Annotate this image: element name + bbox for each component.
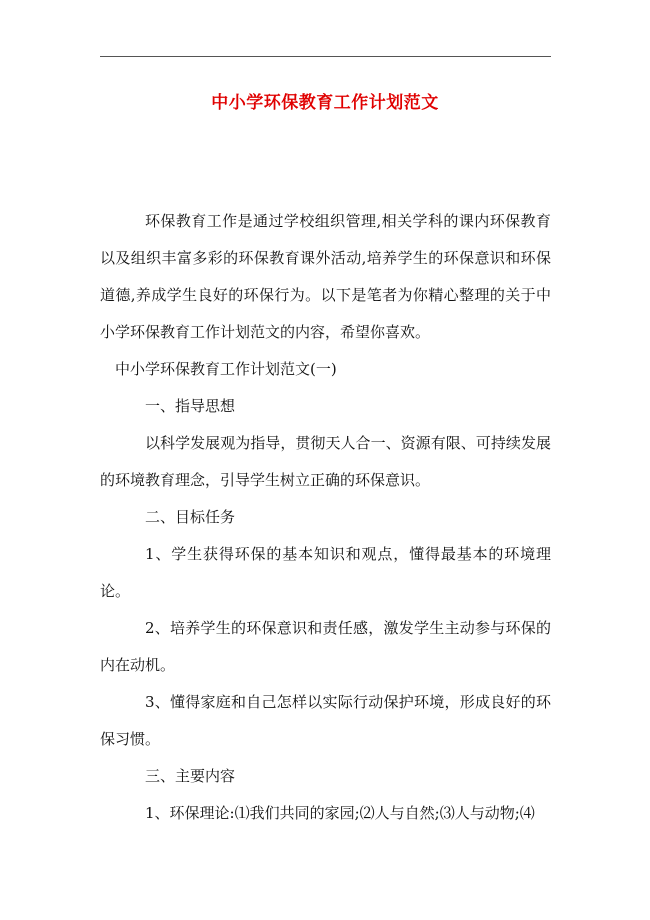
section-heading-main-content: 三、主要内容: [145, 767, 236, 785]
header-rule: [100, 56, 551, 57]
document-title: 中小学环保教育工作计划范文: [211, 93, 439, 113]
section-subtitle: 中小学环保教育工作计划范文(一): [115, 360, 337, 378]
main-content-item-1: 1、环保理论:⑴我们共同的家园;⑵人与自然;⑶人与动物;⑷: [145, 804, 535, 822]
section-heading-guiding-thought: 一、指导思想: [145, 397, 236, 415]
section-heading-goals: 二、目标任务: [145, 508, 236, 526]
goal-item-2: 2、培养学生的环保意识和责任感，激发学生主动参与环保的内在动机。: [100, 619, 551, 674]
goal-item-3: 3、懂得家庭和自己怎样以实际行动保护环境，形成良好的环保习惯。: [100, 693, 551, 748]
document-body: [100, 203, 551, 832]
goal-item-1: 1、学生获得环保的基本知识和观点，懂得最基本的环境理论。: [100, 545, 551, 600]
guiding-thought-paragraph: 以科学发展观为指导，贯彻天人合一、资源有限、可持续发展的环境教育理念，引导学生树立正确的环保意识。: [100, 434, 551, 489]
intro-paragraph: 环保教育工作是通过学校组织管理,相关学科的课内环保教育以及组织丰富多彩的环保教育课外活动,培养学生的环保意识和环保道德,养成学生良好的环保行为。以下是笔者为你精心整理的关于中小学环保教育工作计划范文的内容，希望你喜欢。: [100, 212, 551, 341]
